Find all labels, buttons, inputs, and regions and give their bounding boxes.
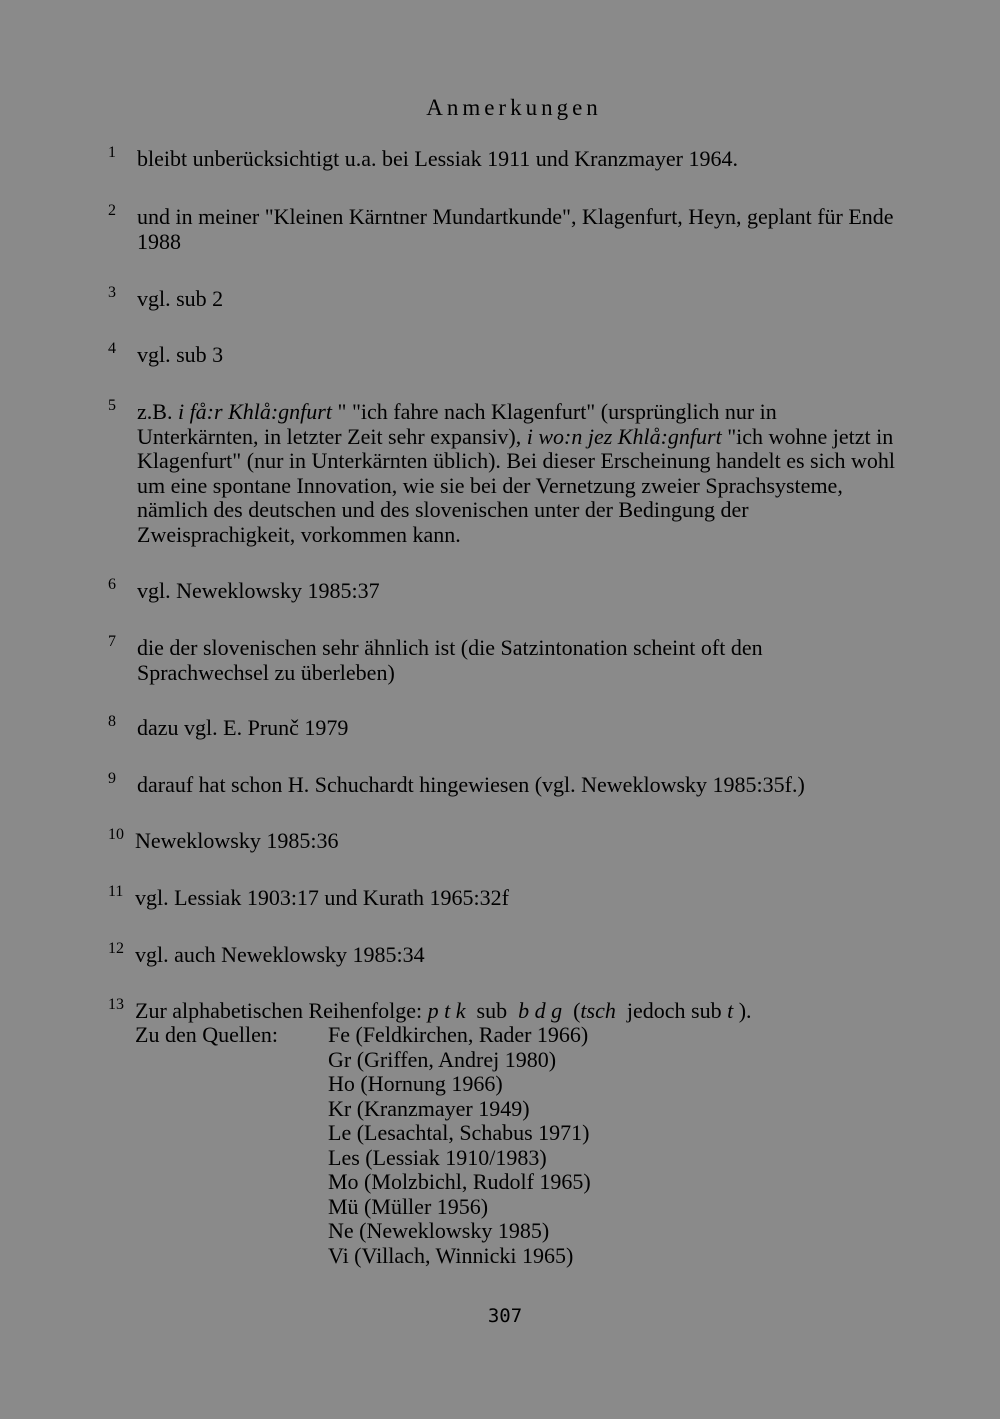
footnote-text: vgl. auch Neweklowsky 1985:34: [135, 942, 425, 967]
footnote-text: vgl. Neweklowsky 1985:37: [137, 578, 380, 603]
footnote-text: die der slovenischen sehr ähnlich ist (die Satzintonation scheint oft den Sprachwechsel zu überleben): [137, 635, 763, 685]
footnote-text: dazu vgl. E. Prunč 1979: [137, 715, 349, 740]
sources-list: [328, 1023, 591, 1268]
footnote-number: 8: [108, 713, 116, 730]
footnote-text: Neweklowsky 1985:36: [135, 828, 339, 853]
source-item: Ho (Hornung 1966): [328, 1071, 503, 1096]
dialect-example: i wo:n jez Khlå:gnfurt: [526, 423, 722, 449]
footnote-3: [108, 284, 900, 312]
footnote-number: 10: [108, 826, 124, 843]
footnote-text: darauf hat schon H. Schuchardt hingewiesen (vgl. Neweklowsky 1985:35f.): [137, 772, 805, 797]
footnote-number: 7: [108, 633, 116, 650]
footnote-text: vgl. Lessiak 1903:17 und Kurath 1965:32f: [135, 885, 509, 910]
footnote-number: 13: [108, 996, 124, 1013]
footnote-text-segment: ).: [733, 998, 752, 1023]
footnote-text: bleibt unberücksichtigt u.a. bei Lessiak 1911 und Kranzmayer 1964.: [137, 146, 738, 171]
page-title: Anmerkungen: [426, 95, 602, 120]
footnote-number: 11: [108, 883, 124, 900]
sources-label: Zu den Quellen:: [135, 1022, 278, 1047]
footnote-text: [137, 400, 900, 547]
consonant-series: p t k: [427, 998, 466, 1023]
source-item: Les (Lessiak 1910/1983): [328, 1144, 547, 1170]
footnote-9: [108, 770, 900, 798]
source-item: Gr (Griffen, Andrej 1980): [328, 1046, 557, 1072]
footnote-number: 2: [108, 202, 116, 219]
footnote-number: 9: [108, 770, 116, 787]
footnote-text: [135, 999, 900, 1024]
footnote-text-segment: (: [562, 998, 581, 1023]
footnote-text-segment: sub: [465, 998, 519, 1023]
footnote-text-segment: " "ich fahre nach Klagenfurt" (ursprünglich nur in Unterkärnten, in letzter Zeit sehr expansiv),: [137, 399, 777, 449]
footnote-12: [108, 940, 900, 968]
page-number: 307: [487, 1305, 523, 1327]
footnote-text: vgl. sub 2: [137, 286, 224, 311]
footnote-4: [108, 340, 900, 368]
footnote-1: [108, 144, 900, 172]
footnote-2: [108, 202, 900, 254]
footnote-5: [108, 397, 900, 547]
footnote-number: 3: [108, 284, 116, 301]
footnote-text-segment: jedoch sub: [615, 998, 728, 1023]
source-item: Fe (Feldkirchen, Rader 1966): [328, 1022, 589, 1047]
source-item: Le (Lesachtal, Schabus 1971): [328, 1120, 590, 1145]
footnote-13: [108, 996, 900, 1024]
source-item: Kr (Kranzmayer 1949): [328, 1095, 530, 1121]
footnote-text: und in meiner "Kleinen Kärntner Mundartkunde", Klagenfurt, Heyn, geplant für Ende 1988: [137, 204, 894, 254]
source-item: Vi (Villach, Winnicki 1965): [328, 1242, 574, 1268]
source-item: Mo (Molzbichl, Rudolf 1965): [328, 1169, 591, 1194]
consonant-series: t: [727, 998, 734, 1023]
footnote-6: [108, 576, 900, 604]
footnote-number: 5: [108, 397, 116, 414]
source-item: Mü (Müller 1956): [328, 1193, 489, 1219]
footnote-number: 6: [108, 576, 116, 593]
dialect-example: i få:r Khlå:gnfurt: [177, 399, 332, 424]
footnote-7: [108, 633, 900, 685]
footnote-text-segment: Zur alphabetischen Reihenfolge:: [135, 998, 428, 1023]
footnote-number: 1: [108, 144, 116, 161]
footnote-number: 4: [108, 340, 116, 357]
footnote-11: [108, 883, 900, 911]
footnote-text-segment: "ich wohne jetzt in Klagenfurt" (nur in Unterkärnten üblich). Bei dieser Erscheinung handelt es sich wohl um eine spontane Innovation, wie sie bei der Vernetzung zweier Sprachsysteme, nämlich des deutschen und des slovenischen unter der Bedingung der Zweisprachigkeit, vorkommen kann.: [137, 423, 895, 547]
footnote-10: [108, 826, 900, 854]
footnote-8: [108, 713, 900, 741]
consonant-series: b d g: [518, 998, 563, 1023]
footnote-number: 12: [108, 940, 124, 957]
source-item: Ne (Neweklowsky 1985): [328, 1218, 550, 1243]
footnote-text: vgl. sub 3: [137, 342, 224, 367]
footnote-text-segment: z.B.: [137, 399, 178, 424]
consonant-series: tsch: [580, 998, 616, 1023]
